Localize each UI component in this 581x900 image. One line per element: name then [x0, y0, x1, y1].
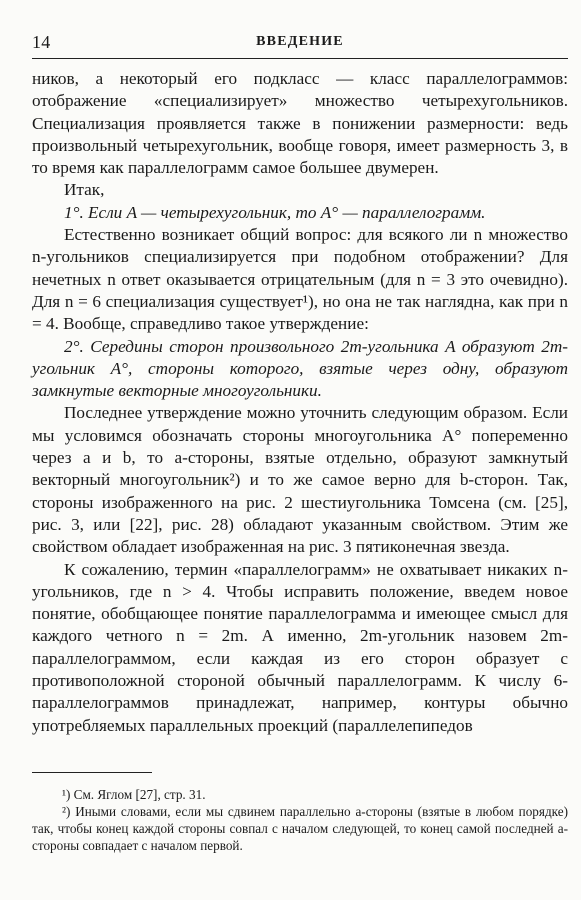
footnote-1: ¹) См. Яглом [27], стр. 31.: [62, 787, 206, 802]
page-number: 14: [32, 32, 51, 52]
running-header: [32, 32, 568, 58]
footnote-rule: [32, 772, 152, 773]
paragraph-2: Итак,: [64, 180, 105, 200]
paragraph-4: Последнее утверждение можно уточнить следующим образом. Если мы условимся обозначать стороны многоугольника A° попеременно через a и b, то a-стороны, взятые отдельно, образуют замкнутый векторный многоугольник²) и то же самое верно для b-сторон. Так, стороны изображенного на рис. 2 шестиугольника Томсена (см. [25], рис. 3, или [22], рис. 28) обладают указанным свойством. Этим же свойством обладает изображенная на рис. 3 пятиконечная звезда.: [32, 403, 568, 557]
running-title: ВВЕДЕНИЕ: [256, 34, 344, 49]
main-text: [32, 68, 568, 737]
footnote-2: ²) Иными словами, если мы сдвинем параллельно a-стороны (взятые в любом порядке) так, чтобы конец каждой стороны совпал с началом следующей, то конец самой последней a-стороны совпадает с началом первой.: [32, 804, 568, 854]
paragraph-1: ников, а некоторый его подкласс — класс параллелограммов: отображение «специализирует» множество четырехугольников. Специализация проявляется также в понижении размерности: ведь произвольный четырехугольник, вообще говоря, имеет размерность 3, в то время как параллелограмм самое большее двумерен.: [32, 69, 568, 178]
paragraph-5: К сожалению, термин «параллелограмм» не охватывает никаких n-угольников, где n > 4. Чтобы исправить положение, введем новое понятие, обобщающее понятие параллелограмма и имеющее смысл для каждого четного n = 2m. А именно, 2m-угольник назовем 2m-параллелограммом, если каждая из его сторон образует с противоположной стороной обычный параллелограмм. К числу 6-параллелограммов принадлежат, например, контуры обычно употребляемых параллельных проекций (параллелепипедов: [32, 559, 568, 735]
statement-1: 1°. Если A — четырехугольник, то A° — параллелограмм.: [64, 202, 486, 222]
paragraph-3: Естественно возникает общий вопрос: для всякого ли n множество n-угольников специализируется при подобном отображении? Для нечетных n ответ оказывается отрицательным (для n = 3 это очевидно). Для n = 6 специализация существует¹), но она не так наглядна, как при n = 4. Вообще, справедливо такое утверждение:: [32, 225, 568, 334]
statement-2: 2°. Середины сторон произвольного 2m-угольника A образуют 2m-угольник A°, стороны которого, взятые через одну, образуют замкнутые векторные многоугольники.: [32, 336, 568, 401]
footnotes: [32, 786, 568, 854]
header-rule: [32, 58, 568, 59]
